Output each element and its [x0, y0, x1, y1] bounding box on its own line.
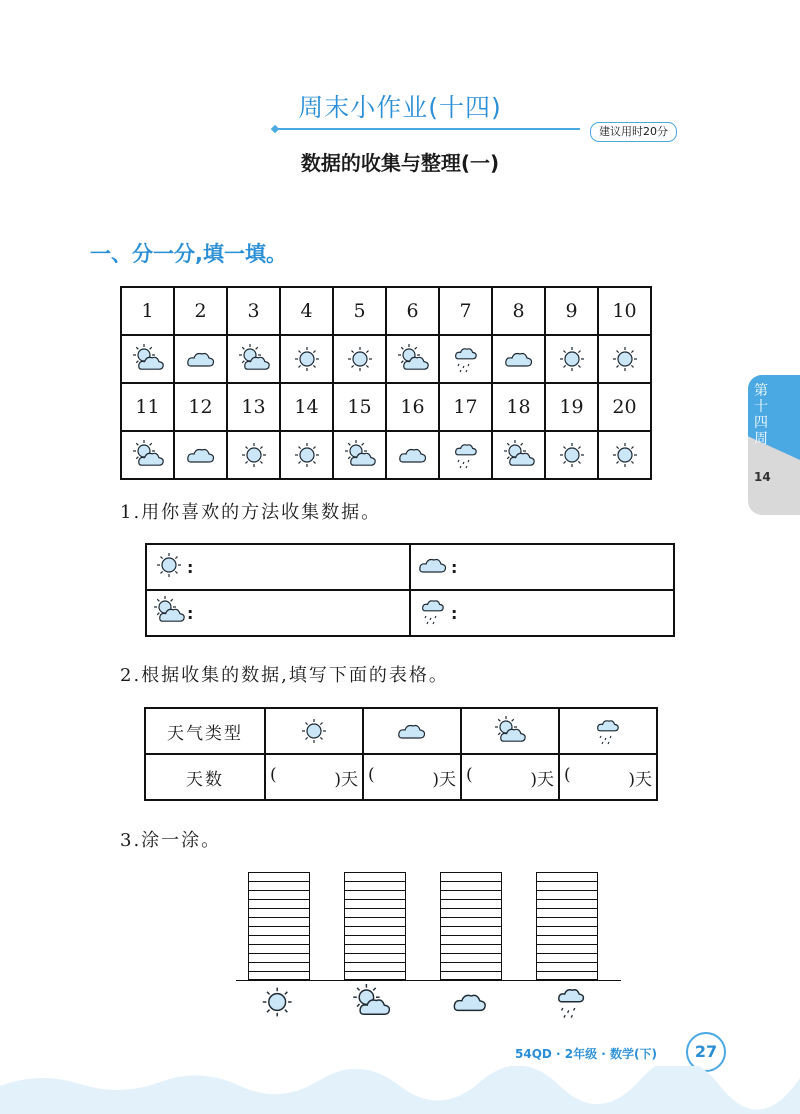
open-paren: ( [270, 764, 277, 785]
collect-cell-cloudy[interactable] [410, 544, 674, 590]
weather-cell [439, 431, 492, 479]
cloudy-icon [175, 440, 226, 470]
sunny-icon [599, 440, 650, 470]
question-1: 1.用你喜欢的方法收集数据。 [120, 502, 382, 523]
colon: : [451, 603, 458, 623]
calendar-day: 14 [280, 383, 333, 431]
sunny-icon [281, 440, 332, 470]
calendar-day: 18 [492, 383, 545, 431]
open-paren: ( [466, 764, 473, 785]
calendar-day: 4 [280, 287, 333, 335]
weather-calendar [120, 286, 652, 480]
week-number: 14 [754, 470, 771, 484]
color-in-column-cloudy[interactable] [440, 872, 502, 980]
cloudy-icon [364, 716, 460, 746]
calendar-day: 13 [227, 383, 280, 431]
weather-cell [545, 335, 598, 383]
calendar-day: 16 [386, 383, 439, 431]
weather-cell [439, 335, 492, 383]
weather-cell [386, 335, 439, 383]
days-answer-cloudy[interactable] [363, 754, 461, 800]
rain-icon [440, 440, 491, 470]
close-suffix: )天 [432, 769, 456, 790]
calendar-day: 9 [545, 287, 598, 335]
weather-cell [174, 335, 227, 383]
weather-cell [227, 335, 280, 383]
rain-icon [552, 984, 590, 1024]
calendar-day: 6 [386, 287, 439, 335]
weather-cell [333, 431, 386, 479]
collect-cell-partly-cloudy[interactable] [146, 590, 410, 636]
summary-header-sunny [265, 708, 363, 754]
cloudy-icon [387, 440, 438, 470]
summary-header-rain [559, 708, 657, 754]
rain-icon [417, 596, 449, 630]
weather-cell [492, 335, 545, 383]
colon: : [187, 603, 194, 623]
color-in-column-rain[interactable] [536, 872, 598, 980]
close-suffix: )天 [628, 769, 652, 790]
sunny-icon [599, 344, 650, 374]
time-badge: 建议用时20分 [590, 122, 677, 142]
title-rule [275, 128, 580, 130]
weather-cell [492, 431, 545, 479]
calendar-days-row-1 [121, 287, 651, 335]
days-answer-sunny[interactable] [265, 754, 363, 800]
calendar-day: 1 [121, 287, 174, 335]
partly-cloudy-icon [387, 344, 438, 374]
calendar-day: 17 [439, 383, 492, 431]
partly-cloudy-icon [122, 344, 173, 374]
weather-cell [386, 431, 439, 479]
partly-cloudy-icon [334, 440, 385, 470]
weather-type-label: 天气类型 [145, 708, 265, 754]
sunny-icon [258, 984, 296, 1024]
weather-cell [545, 431, 598, 479]
days-answer-rain[interactable] [559, 754, 657, 800]
open-paren: ( [368, 764, 375, 785]
question-2: 2.根据收集的数据,填写下面的表格。 [120, 665, 449, 686]
sunny-icon [546, 344, 597, 374]
weather-cell [598, 335, 651, 383]
weather-cell [280, 335, 333, 383]
calendar-weather-row-1 [121, 335, 651, 383]
calendar-day: 5 [333, 287, 386, 335]
calendar-day: 20 [598, 383, 651, 431]
graph-baseline [236, 980, 621, 981]
partly-cloudy-icon [493, 440, 544, 470]
weather-cell [121, 431, 174, 479]
sunny-icon [334, 344, 385, 374]
days-label: 天数 [145, 754, 265, 800]
color-in-column-sunny[interactable] [248, 872, 310, 980]
calendar-day: 2 [174, 287, 227, 335]
partly-cloudy-icon [462, 716, 558, 746]
weather-cell [280, 431, 333, 479]
calendar-day: 11 [121, 383, 174, 431]
close-suffix: )天 [334, 769, 358, 790]
collect-table [145, 543, 675, 637]
footer-book-info: 54QD · 2年级 · 数学(下) [515, 1047, 658, 1061]
calendar-day: 7 [439, 287, 492, 335]
colon: : [187, 557, 194, 577]
weather-cell [227, 431, 280, 479]
calendar-days-row-2 [121, 383, 651, 431]
close-suffix: )天 [530, 769, 554, 790]
calendar-day: 19 [545, 383, 598, 431]
summary-table [144, 707, 658, 801]
calendar-day: 15 [333, 383, 386, 431]
partly-cloudy-icon [122, 440, 173, 470]
partly-cloudy-icon [228, 344, 279, 374]
days-answer-partly-cloudy[interactable] [461, 754, 559, 800]
weather-cell [174, 431, 227, 479]
cloudy-icon [493, 344, 544, 374]
footer-wave [0, 1066, 800, 1114]
open-paren: ( [564, 764, 571, 785]
collect-cell-rain[interactable] [410, 590, 674, 636]
section-heading: 一、分一分,填一填。 [90, 242, 287, 266]
page-number: 27 [686, 1032, 726, 1072]
color-in-column-partly-cloudy[interactable] [344, 872, 406, 980]
sunny-icon [153, 550, 185, 584]
colon: : [451, 557, 458, 577]
collect-cell-sunny[interactable] [146, 544, 410, 590]
cloudy-icon [451, 984, 489, 1024]
weather-cell [598, 431, 651, 479]
summary-header-partly-cloudy [461, 708, 559, 754]
week-side-tab [748, 375, 800, 515]
sunny-icon [546, 440, 597, 470]
rain-icon [560, 716, 656, 746]
calendar-day: 8 [492, 287, 545, 335]
page-subtitle: 数据的收集与整理(一) [300, 151, 500, 175]
cloudy-icon [175, 344, 226, 374]
weather-cell [333, 335, 386, 383]
cloudy-icon [417, 550, 449, 584]
partly-cloudy-icon [153, 596, 185, 630]
rain-icon [440, 344, 491, 374]
calendar-weather-row-2 [121, 431, 651, 479]
question-3: 3.涂一涂。 [120, 830, 222, 851]
weather-cell [121, 335, 174, 383]
calendar-day: 12 [174, 383, 227, 431]
sunny-icon [266, 716, 362, 746]
calendar-day: 10 [598, 287, 651, 335]
week-label: 第十四周 [754, 383, 768, 447]
sunny-icon [228, 440, 279, 470]
calendar-day: 3 [227, 287, 280, 335]
summary-header-cloudy [363, 708, 461, 754]
page-title: 周末小作业(十四) [298, 93, 502, 122]
sunny-icon [281, 344, 332, 374]
partly-cloudy-icon [352, 984, 390, 1024]
